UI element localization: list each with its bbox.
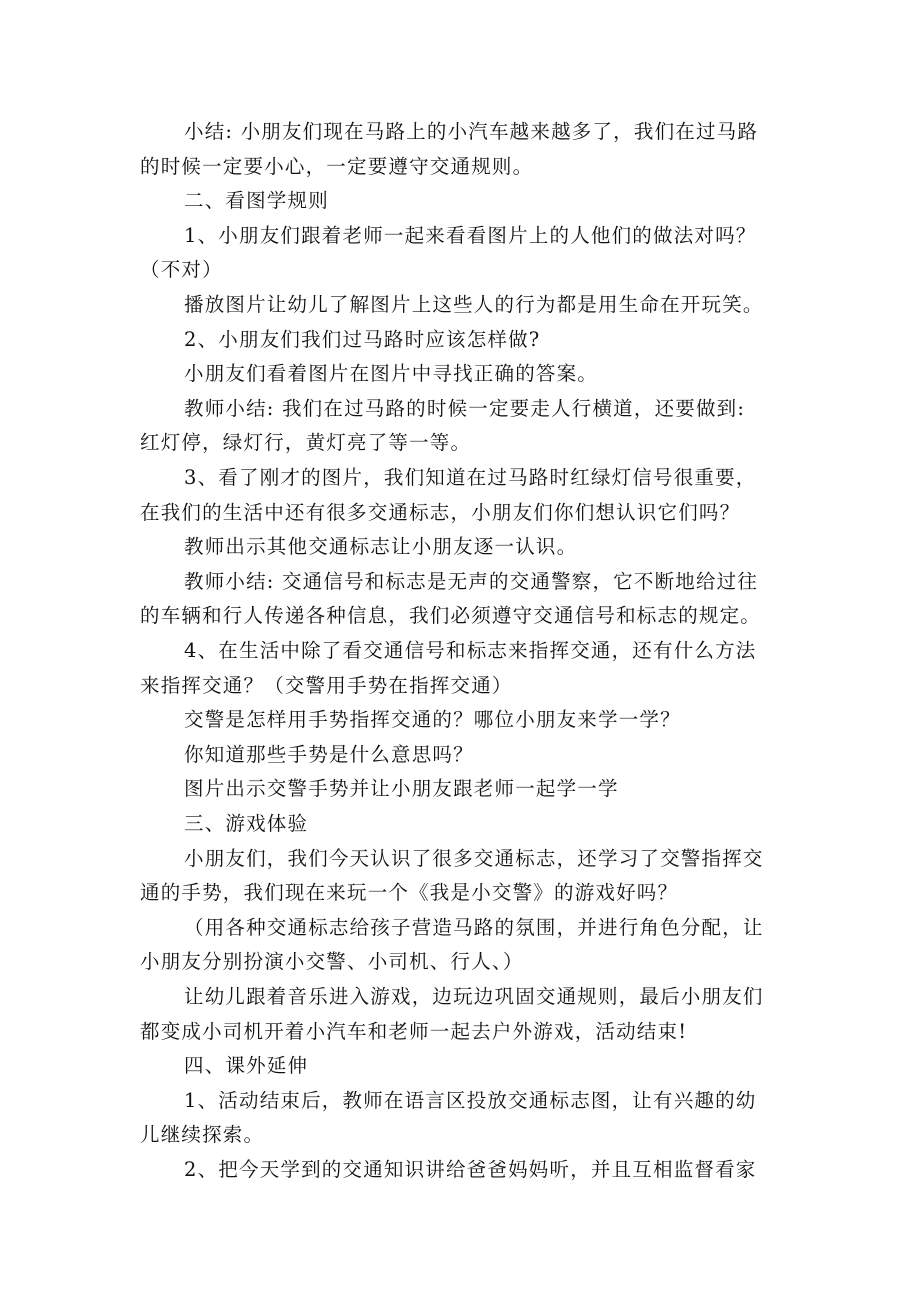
text-line: 交警是怎样用手势指挥交通的？哪位小朋友来学一学？ [184,708,681,732]
text-line: （不对） [140,258,223,282]
text-line: 播放图片让幼儿了解图片上这些人的行为都是用生命在开玩笑。 [184,293,764,316]
text-line: 4、在生活中除了看交通信号和标志来指挥交通，还有什么方法 [184,639,757,662]
text-line: 在我们的生活中还有很多交通标志，小朋友们你们想认识它们吗？ [140,500,741,524]
text-line: 儿继续探索。 [140,1123,265,1147]
text-line: 3、看了刚才的图片，我们知道在过马路时红绿灯信号很重要， [184,466,757,489]
text-line: 教师小结: 交通信号和标志是无声的交通警察，它不断地给过往 [184,569,759,593]
text-line: 你知道那些手势是什么意思吗？ [184,742,474,766]
text-line: 三、游戏体验 [184,812,309,835]
text-line: 小朋友们，我们今天认识了很多交通标志，还学习了交警指挥交 [184,846,764,870]
text-line: 小朋友们看着图片在图片中寻找正确的答案。 [184,362,599,386]
text-line: （用各种交通标志给孩子营造马路的氛围，并进行角色分配，让 [184,915,764,939]
text-line: 通的手势，我们现在来玩一个《我是小交警》的游戏好吗？ [140,881,679,905]
text-line: 的车辆和行人传递各种信息，我们必须遵守交通信号和标志的规定。 [140,604,762,628]
text-line: 让幼儿跟着音乐进入游戏，边玩边巩固交通规则，最后小朋友们 [184,985,764,1008]
text-line: 1、小朋友们跟着老师一起来看看图片上的人他们的做法对吗？ [184,223,757,247]
text-line: 图片出示交警手势并让小朋友跟老师一起学一学 [184,777,619,801]
text-line: 的时候一定要小心，一定要遵守交通规则。 [140,154,534,178]
text-line: 2、把今天学到的交通知识讲给爸爸妈妈听，并且互相监督看家 [184,1158,757,1181]
text-line: 教师小结: 我们在过马路的时候一定要走人行横道，还要做到: [184,396,746,420]
text-line: 来指挥交通？（交警用手势在指挥交通） [140,673,513,697]
text-line: 二、看图学规则 [184,189,329,213]
text-line: 小结: 小朋友们现在马路上的小汽车越来越多了，我们在过马路 [184,120,759,143]
text-line: 红灯停，绿灯行，黄灯亮了等一等。 [140,431,472,455]
text-line: 都变成小司机开着小汽车和老师一起去户外游戏，活动结束! [140,1019,688,1043]
text-line: 1、活动结束后，教师在语言区投放交通标志图，让有兴趣的幼 [184,1088,757,1112]
text-line: 2、小朋友们我们过马路时应该怎样做? [184,327,541,351]
text-line: 小朋友分别扮演小交警、小司机、行人、） [140,950,524,974]
text-line: 教师出示其他交通标志让小朋友逐一认识。 [184,535,578,559]
text-line: 四、课外延伸 [184,1054,309,1078]
